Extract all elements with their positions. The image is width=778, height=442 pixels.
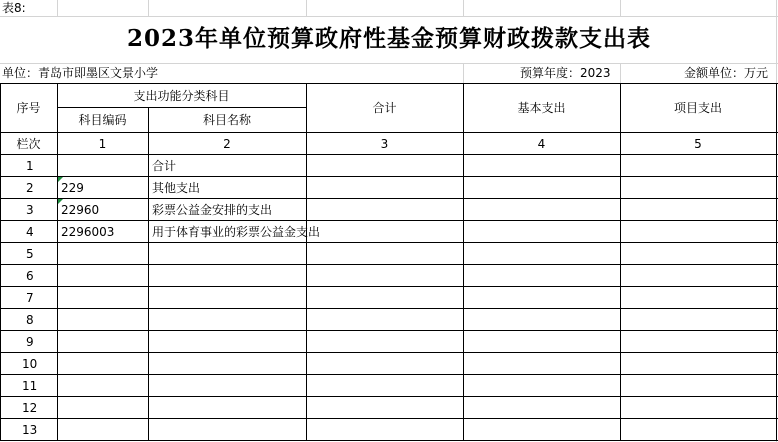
table-border [0,132,778,133]
row-seq: 1 [26,159,34,173]
header-category: 支出功能分类科目 [133,89,230,103]
col-index-1: 1 [98,137,107,151]
gridline [0,16,778,17]
gridline [620,0,621,16]
col-index-5: 5 [694,137,702,151]
row-seq: 12 [22,401,38,415]
row-code: 22960 [61,203,100,217]
header-seq: 序号 [16,101,41,115]
table-title: 2023年单位预算政府性基金预算财政拨款支出表 [126,25,651,52]
gridline [620,63,621,83]
header-total: 合计 [372,101,397,115]
table-border [0,418,778,419]
gridline [57,0,58,16]
row-seq: 2 [26,181,34,195]
row-name: 其他支出 [152,181,201,195]
table-border [0,154,778,155]
gridline [463,0,464,16]
row-seq: 3 [26,203,34,217]
row-seq: 10 [22,357,38,371]
table-border [0,264,778,265]
row-name: 合计 [152,159,177,173]
table-border [0,176,778,177]
table-border [148,107,149,441]
col-index-3: 3 [380,137,389,151]
gridline [148,0,149,16]
table-border [0,83,778,84]
table-border [0,374,778,375]
amount-unit-label: 金额单位：万元 [684,66,769,80]
gridline [0,63,778,64]
row-seq: 13 [22,423,38,437]
table-border [0,440,778,441]
table-border [0,352,778,353]
row-seq: 5 [26,247,34,261]
table-border [57,107,306,108]
table-border [0,198,778,199]
unit-label: 单位：青岛市即墨区文景小学 [2,66,159,80]
col-index-4: 4 [537,137,546,151]
table-border [0,396,778,397]
row-name: 用于体育事业的彩票公益金支出 [152,225,321,239]
col-index-2: 2 [223,137,231,151]
header-basic: 基本支出 [517,101,566,115]
table-border [776,83,777,441]
table-border [0,220,778,221]
table-border [0,286,778,287]
row-code: 229 [61,181,84,195]
gridline [463,63,464,83]
header-project: 项目支出 [673,101,722,115]
row-seq: 9 [26,335,34,349]
table-border [0,330,778,331]
row-seq: 6 [26,269,34,283]
row-seq: 11 [22,379,38,393]
header-name: 科目名称 [202,113,251,127]
header-code: 科目编码 [78,113,127,127]
gridline [306,0,307,16]
row-seq: 8 [26,313,34,327]
budget-year-label: 预算年度：2023 [520,66,611,80]
row-name: 彩票公益金安排的支出 [152,203,273,217]
row-code: 2296003 [61,225,115,239]
col-index-label: 栏次 [16,137,41,151]
row-seq: 4 [26,225,34,239]
table-border [0,242,778,243]
table-border [0,308,778,309]
row-seq: 7 [26,291,34,305]
sheet-label: 表8: [2,1,26,15]
